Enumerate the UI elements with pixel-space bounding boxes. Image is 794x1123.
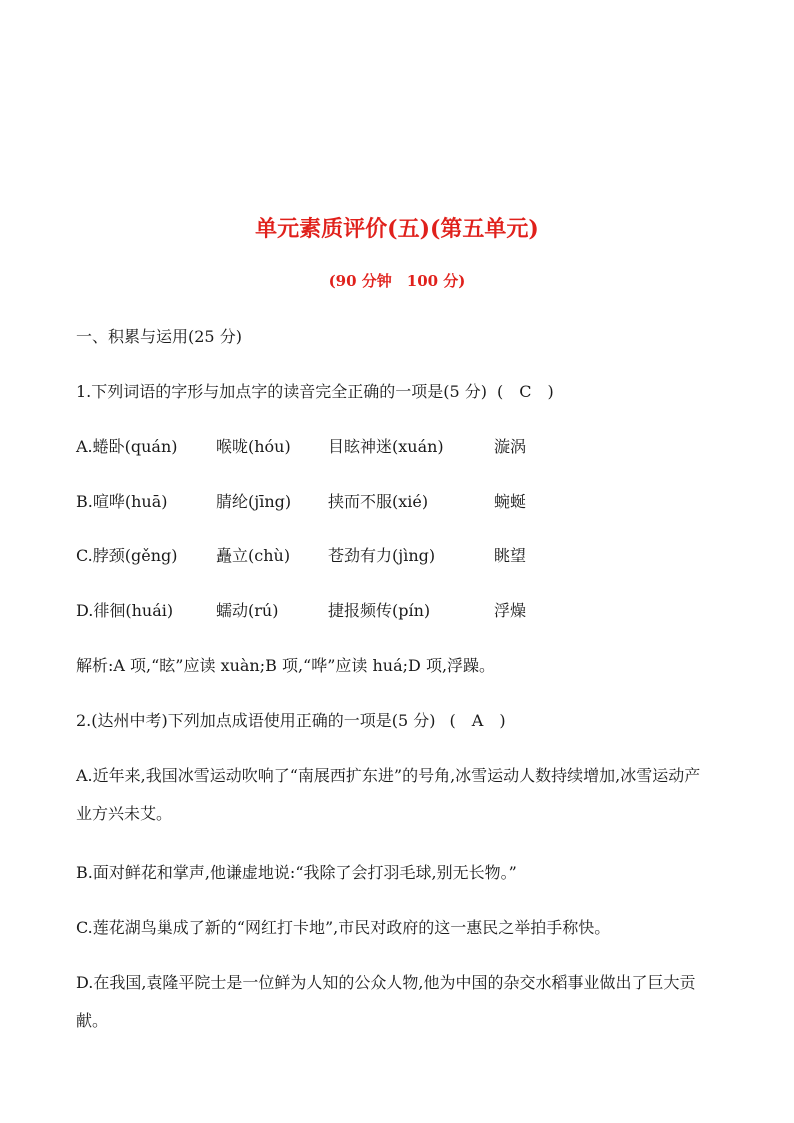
- option-cell: C.脖颈(gěng): [76, 546, 178, 565]
- question-1-text: 1.下列词语的字形与加点字的读音完全正确的一项是(5 分): [76, 382, 488, 401]
- option-cell: 挟而不服(xié): [328, 492, 429, 511]
- option-cell: 苍劲有力(jìng): [328, 546, 436, 565]
- option-cell: 蠕动(rú): [216, 601, 279, 620]
- option-cell: 蜿蜒: [494, 492, 527, 511]
- option-cell: D.徘徊(huái): [76, 601, 174, 620]
- question-1-analysis: 解析:A 项,“眩”应读 xuàn;B 项,“哗”应读 huá;D 项,浮躁。: [76, 656, 496, 675]
- option-cell: 矗立(chù): [216, 546, 291, 565]
- option-cell: 腈纶(jīng): [216, 492, 292, 511]
- option-cell: 漩涡: [494, 437, 527, 456]
- page-subtitle: (90 分钟 100 分): [328, 272, 466, 290]
- question-2-option-d: D.在我国,袁隆平院士是一位鲜为人知的公众人物,他为中国的杂交水稻事业做出了巨大贡献。: [76, 973, 696, 1030]
- question-2-option-a: A.近年来,我国冰雪运动吹响了“南展西扩东进”的号角,冰雪运动人数持续增加,冰雪运动产业方兴未艾。: [76, 766, 701, 823]
- option-cell: 眺望: [494, 546, 527, 565]
- question-2-option-c: C.莲花湖鸟巢成了新的“网红打卡地”,市民对政府的这一惠民之举拍手称快。: [76, 918, 611, 937]
- question-2-text: 2.(达州中考)下列加点成语使用正确的一项是(5 分): [76, 711, 436, 730]
- section-heading: 一、积累与运用(25 分): [76, 327, 242, 346]
- option-cell: 目眩神迷(xuán): [328, 437, 444, 456]
- option-cell: 捷报频传(pín): [328, 601, 431, 620]
- option-cell: 浮燥: [494, 601, 527, 620]
- question-1-option-d: [76, 600, 736, 622]
- question-2-option-b: B.面对鲜花和掌声,他谦虚地说:“我除了会打羽毛球,别无长物。”: [76, 863, 517, 882]
- question-1-option-a: [76, 436, 736, 458]
- option-cell: 喉咙(hóu): [216, 437, 291, 456]
- question-2-stem: [76, 710, 506, 732]
- question-2-answer: ( A ): [449, 711, 506, 730]
- question-1-answer: ( C ): [497, 382, 554, 401]
- option-cell: A.蜷卧(quán): [76, 437, 178, 456]
- question-1-option-c: [76, 545, 736, 567]
- question-1-option-b: [76, 491, 736, 513]
- question-1-stem: [76, 381, 554, 403]
- option-cell: B.喧哗(huā): [76, 492, 168, 511]
- page-title: 单元素质评价(五)(第五单元): [255, 216, 539, 242]
